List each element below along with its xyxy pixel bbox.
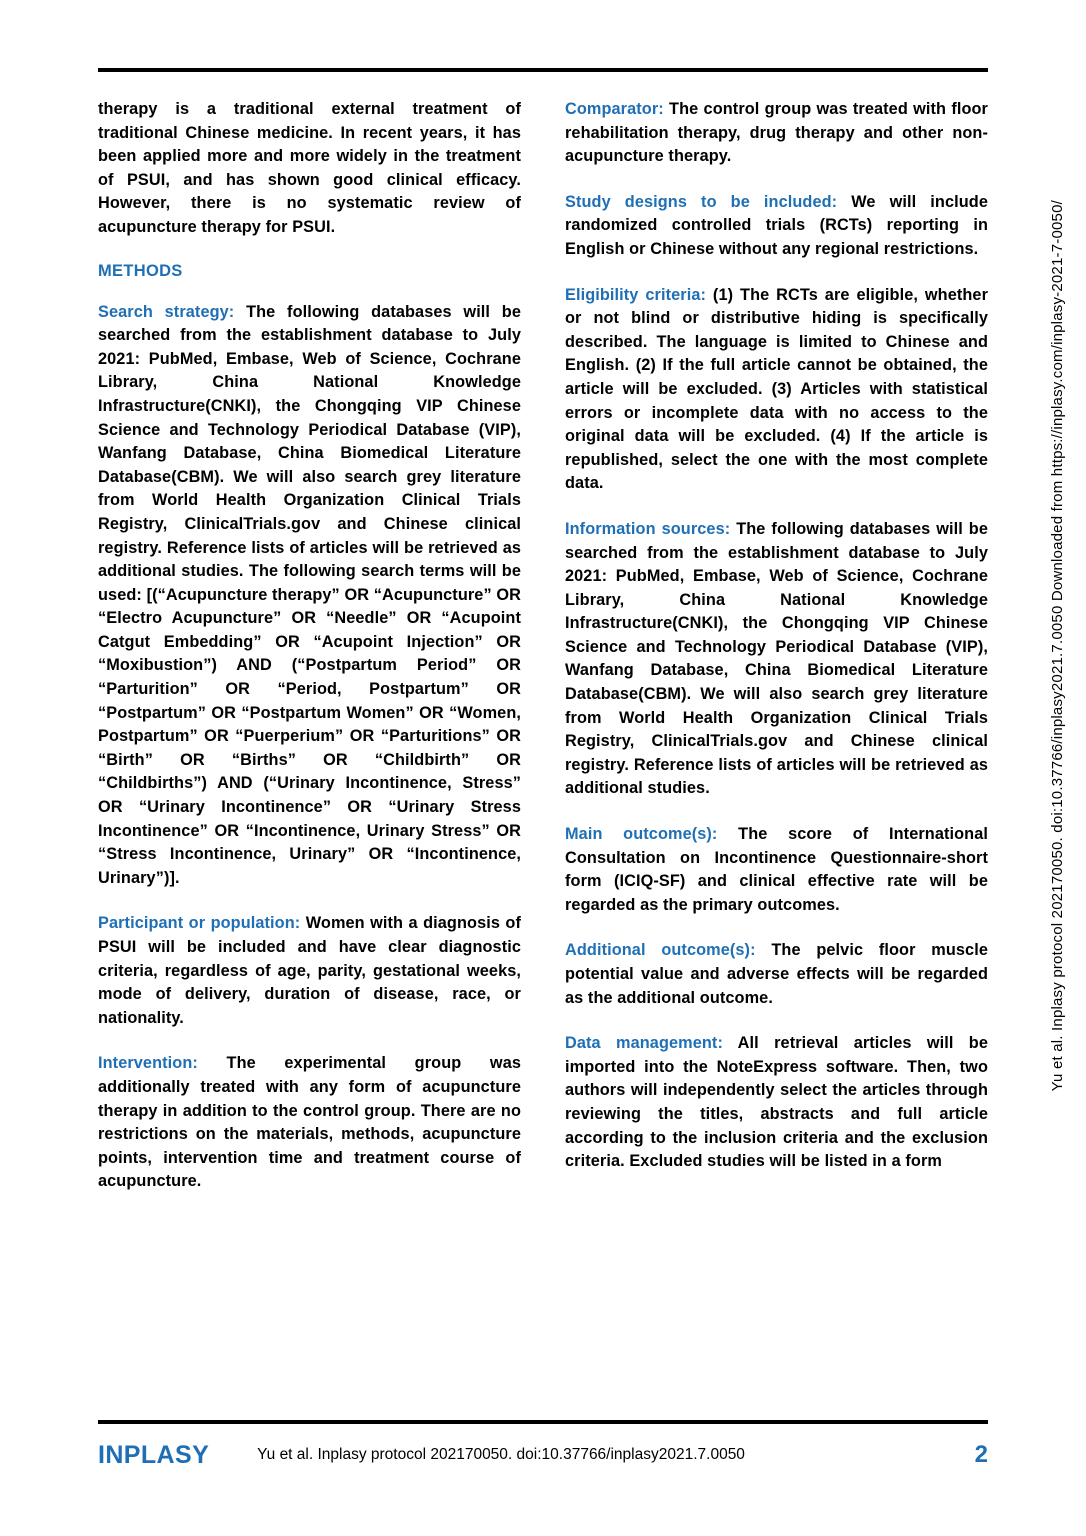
page-footer	[98, 1432, 988, 1478]
intro-paragraph: therapy is a traditional external treatment of traditional Chinese medicine. In recent years, it has been applied more and more widely in the treatment of PSUI, and has shown good clinical efficacy. However, there is no systematic review of acupuncture therapy for PSUI.	[98, 100, 521, 236]
sidebar-citation-text: Yu et al. Inplasy protocol 202170050. doi:10.37766/inplasy2021.7.0050 Downloaded from https://inplasy.com/inplasy-2021-7-0050/	[1048, 200, 1066, 1092]
data-management-paragraph	[565, 1032, 988, 1174]
participant-text: Women with a diagnosis of PSUI will be included and have clear diagnostic criteria, regardless of age, parity, gestational weeks, mode of delivery, duration of disease, race, or nationality.	[98, 914, 521, 1027]
page-content	[98, 98, 988, 1398]
information-sources-text: The following databases will be searched from the establishment database to July 2021: PubMed, Embase, Web of Science, Cochrane Library, China National Knowledge Infrastructure(CNKI), the Chongqing VIP Chinese Science and Technology Periodical Database (VIP), Wanfang Database, China Biomedical Literature Database(CBM). We will also search grey literature from World Health Organization Clinical Trials Registry, ClinicalTrials.gov and Chinese clinical registry. Reference lists of articles will be retrieved as additional studies.	[565, 519, 988, 798]
footer-citation: Yu et al. Inplasy protocol 202170050. doi:10.37766/inplasy2021.7.0050	[257, 1446, 745, 1463]
study-designs-paragraph	[565, 191, 988, 262]
information-sources-paragraph	[565, 518, 988, 801]
intervention-paragraph	[98, 1052, 521, 1194]
sidebar-citation	[1042, 200, 1072, 1320]
eligibility-label: Eligibility criteria:	[565, 285, 707, 304]
eligibility-text: (1) The RCTs are eligible, whether or not blind or distributive hiding is specifically described. The language is limited to Chinese and English. (2) If the full article cannot be obtained, the article will be excluded. (3) Articles with statistical errors or incomplete data with no access to the original data will be excluded. (4) If the article is republished, select the one with the most complete data.	[565, 285, 989, 493]
intervention-text: The experimental group was additionally treated with any form of acupuncture therapy in addition to the control group. There are no restrictions on the materials, methods, acupuncture points, intervention time and treatment course of acupuncture.	[98, 1054, 521, 1191]
right-column	[565, 98, 988, 1398]
study-designs-label: Study designs to be included:	[565, 192, 838, 211]
participant-paragraph	[98, 912, 521, 1030]
additional-outcome-text: The pelvic floor muscle potential value and adverse effects will be regarded as the additional outcome.	[565, 941, 988, 1007]
participant-label: Participant or population:	[98, 914, 301, 933]
methods-heading: METHODS	[98, 261, 183, 280]
eligibility-paragraph	[565, 284, 988, 496]
search-strategy-label: Search strategy:	[98, 302, 235, 321]
information-sources-label: Information sources:	[565, 519, 731, 538]
additional-outcome-paragraph	[565, 939, 988, 1010]
footer-rule	[98, 1420, 988, 1424]
left-column	[98, 98, 521, 1398]
search-strategy-paragraph	[98, 301, 521, 891]
comparator-paragraph	[565, 98, 988, 169]
data-management-label: Data management:	[565, 1034, 723, 1053]
comparator-label: Comparator:	[565, 100, 664, 118]
main-outcome-paragraph	[565, 823, 988, 917]
intervention-label: Intervention:	[98, 1054, 198, 1073]
data-management-text: All retrieval articles will be imported into the NoteExpress software. Then, two authors will independently select the articles through reviewing the titles, abstracts and full article according to the inclusion criteria and the exclusion criteria. Excluded studies will be listed in a form	[565, 1034, 988, 1171]
main-outcome-text: The score of International Consultation on Incontinence Questionnaire-short form (ICIQ-SF) and clinical effective rate will be regarded as the primary outcomes.	[565, 825, 989, 914]
main-outcome-label: Main outcome(s):	[565, 825, 718, 844]
additional-outcome-label: Additional outcome(s):	[565, 941, 756, 960]
header-rule	[98, 68, 988, 72]
search-strategy-text: The following databases will be searched from the establishment database to July 2021: PubMed, Embase, Web of Science, Cochrane Library, China National Knowledge Infrastructure(CNKI), the Chongqing VIP Chinese Science and Technology Periodical Database (VIP), Wanfang Database, China Biomedical Literature Database(CBM). We will also search grey literature from World Health Organization Clinical Trials Registry, ClinicalTrials.gov and Chinese clinical registry. Reference lists of articles will be retrieved as additional studies. The following search terms will be used: [(“Acupuncture therapy” OR “Acupuncture” OR “Electro Acupuncture” OR “Needle” OR “Acupoint Catgut Embedding” OR “Acupoint Injection” OR “Moxibustion”) AND (“Postpartum Period” OR “Parturition” OR “Period, Postpartum” OR “Postpartum” OR “Postpartum Women” OR “Women, Postpartum” OR “Puerperium” OR “Parturitions” OR “Birth” OR “Births” OR “Childbirth” OR “Childbirths”) AND (“Urinary Incontinence, Stress” OR “Urinary Incontinence” OR “Urinary Stress Incontinence” OR “Incontinence, Urinary Stress” OR “Stress Incontinence, Urinary” OR “Incontinence, Urinary”)].	[98, 302, 522, 887]
page-number: 2	[974, 1441, 988, 1468]
study-designs-text: We will include randomized controlled trials (RCTs) reporting in English or Chinese without any regional restrictions.	[565, 192, 988, 258]
brand-logo: INPLASY	[98, 1440, 210, 1469]
comparator-text: The control group was treated with floor rehabilitation therapy, drug therapy and other non-acupuncture therapy.	[565, 100, 988, 166]
